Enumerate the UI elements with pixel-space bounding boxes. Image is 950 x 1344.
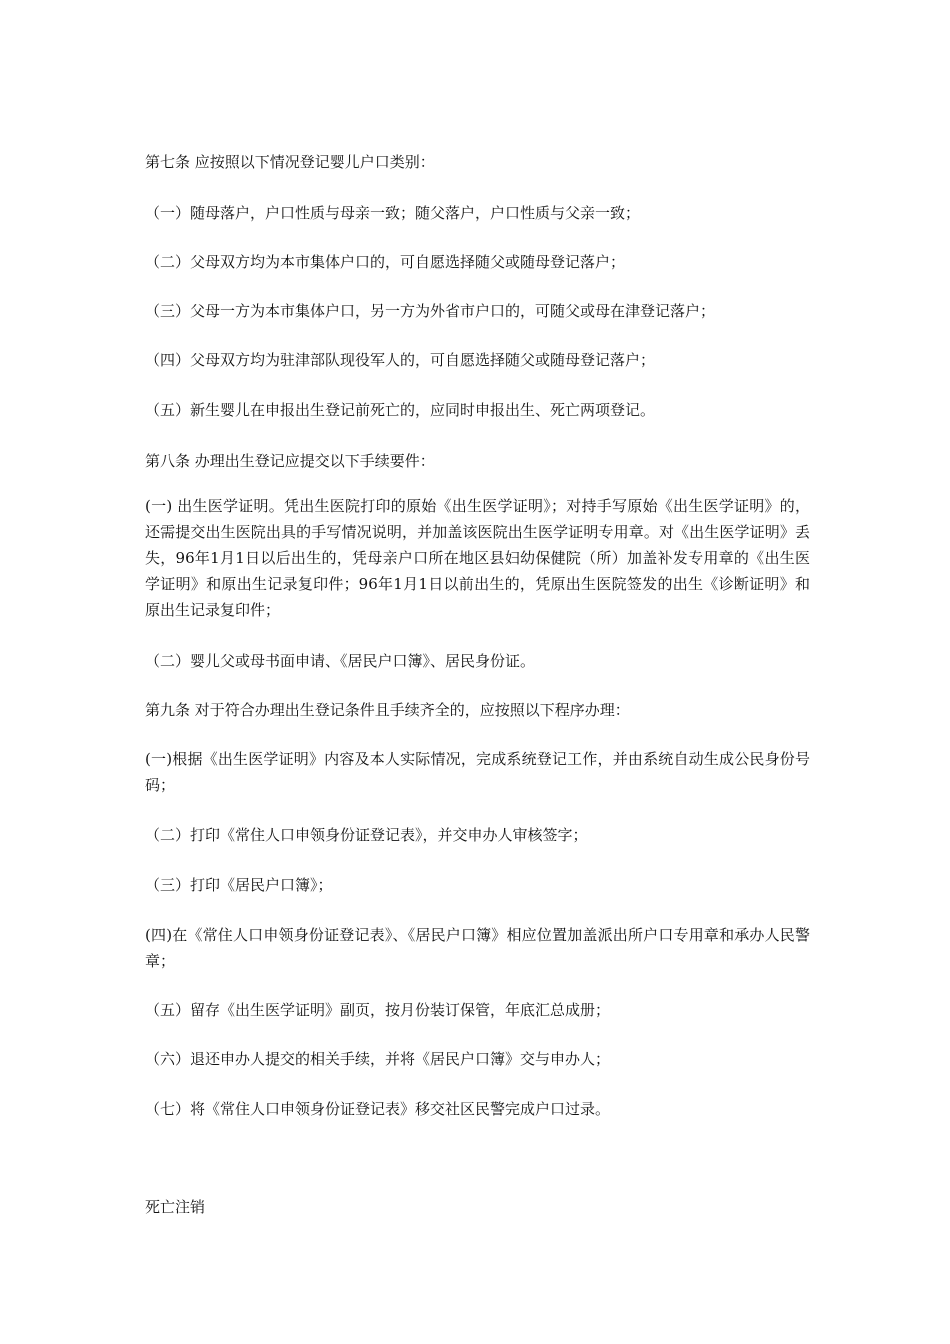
article-7-item-2: （二）父母双方均为本市集体户口的，可自愿选择随父或随母登记落户；	[145, 253, 626, 271]
article-9-heading: 第九条 对于符合办理出生登记条件且手续齐全的，应按照以下程序办理：	[145, 701, 630, 719]
article-9-item-1: (一)根据《出生医学证明》内容及本人实际情况，完成系统登记工作，并由系统自动生成公民身份号码；	[145, 750, 810, 794]
article-8-item-2: （二）婴儿父或母书面申请、《居民户口簿》、居民身份证。	[145, 652, 536, 670]
article-7-item-5: （五）新生婴儿在申报出生登记前死亡的，应同时申报出生、死亡两项登记。	[145, 401, 656, 419]
article-9-item-2: （二）打印《常住人口申领身份证登记表》，并交申办人审核签字；	[145, 826, 588, 844]
section-title: 死亡注销	[145, 1198, 206, 1216]
article-7-item-1: （一）随母落户，户口性质与母亲一致；随父落户，户口性质与父亲一致；	[145, 204, 641, 222]
article-9-item-7: （七）将《常住人口申领身份证登记表》移交社区民警完成户口过录。	[145, 1100, 611, 1118]
article-7-item-4: （四）父母双方均为驻津部队现役军人的，可自愿选择随父或随母登记落户；	[145, 351, 656, 369]
article-7-item-3: （三）父母一方为本市集体户口，另一方为外省市户口的，可随父或母在津登记落户；	[145, 302, 716, 320]
article-9-item-4: (四)在《常住人口申领身份证登记表》、《居民户口簿》相应位置加盖派出所户口专用章和承办人民警章；	[145, 926, 810, 970]
article-7-heading: 第七条 应按照以下情况登记婴儿户口类别：	[145, 153, 435, 171]
article-8-heading: 第八条 办理出生登记应提交以下手续要件：	[145, 452, 435, 470]
article-9-item-5: （五）留存《出生医学证明》副页，按月份装订保管，年底汇总成册；	[145, 1001, 611, 1019]
article-8-item-1: (一) 出生医学证明。凭出生医院打印的原始《出生医学证明》；对持手写原始《出生医学证明》的，还需提交出生医院出具的手写情况说明，并加盖该医院出生医学证明专用章。对《出生医学证明》丢失，96年1月1日以后出生的，凭母亲户口所在地区县妇幼保健院（所）加盖补发专用章的《出生医学证明》和原出生记录复印件；96年1月1日以前出生的，凭原出生医院签发的出生《诊断证明》和原出生记录复印件；	[145, 497, 810, 619]
article-9-item-6: （六）退还申办人提交的相关手续，并将《居民户口簿》交与申办人；	[145, 1050, 611, 1068]
article-9-item-3: （三）打印《居民户口簿》；	[145, 876, 333, 894]
